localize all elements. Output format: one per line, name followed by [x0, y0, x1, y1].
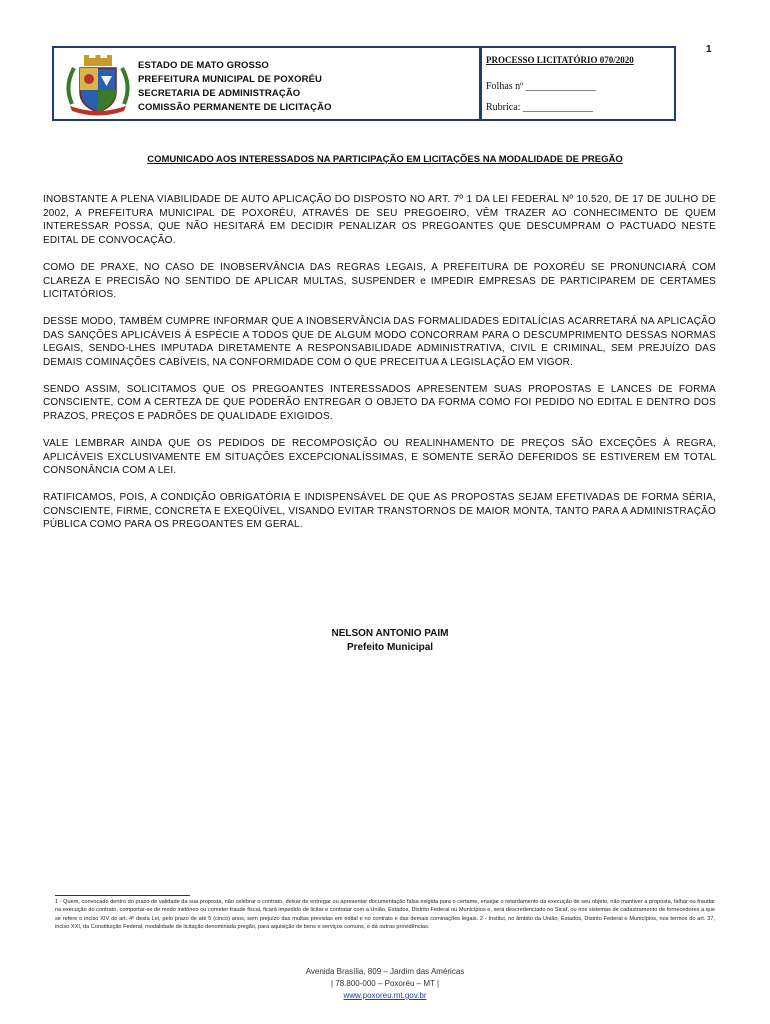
paragraph: DESSE MODO, TAMBÉM CUMPRE INFORMAR QUE A INOBSERVÂNCIA DAS FORMALIDADES EDITALÍCIAS ACARRETARÁ NA APLICAÇÃO DAS SANÇÕES APLICÁVEIS À ESPÉCIE A TODOS QUE DE ALGUM MODO CONCORRAM PARA O DESCUMPRIMENTO DESSAS NORMAS LEGAIS, SENDO-LHES IMPUTADA DIRETAMENTE A RESPONSABILIDADE ADMINISTRATIVA, CIVIL E CRIMINAL, SEM PREJUÍZO DAS DEMAIS COMINAÇÕES CABÍVEIS, NA CONFORMIDADE COM O QUE PRECEITUA A LEGISLAÇÃO EM VIGOR. — [43, 315, 716, 369]
document-title: COMUNICADO AOS INTERESSADOS NA PARTICIPAÇÃO EM LICITAÇÕES NA MODALIDADE DE PREGÃO — [147, 154, 623, 165]
paragraph: COMO DE PRAXE, NO CASO DE INOBSERVÂNCIA DAS REGRAS LEGAIS, A PREFEITURA DE POXORÉU SE PRONUNCIARÁ COM CLAREZA E PRECISÃO NO SENTIDO DE APLICAR MULTAS, SUSPENDER e IMPEDIR EMPRESAS DE PARTICIPAREM DE CERTAMES LICITATÓRIOS. — [43, 261, 716, 301]
header-line-commission: COMISSÃO PERMANENTE DE LICITAÇÃO — [138, 102, 332, 113]
header-process-panel — [484, 48, 674, 119]
header-line-state: ESTADO DE MATO GROSSO — [138, 60, 269, 71]
paragraph: INOBSTANTE A PLENA VIABILIDADE DE AUTO APLICAÇÃO DO DISPOSTO NO ART. 7º 1 DA LEI FEDERAL Nº 10.520, DE 17 DE JULHO DE 2002, A PREFEITURA MUNICIPAL DE POXORÉU, ATRAVÉS DE SEU PREGOEIRO, VÊM TRAZER AO CONHECIMENTO DE QUEM INTERESSAR POSSA, QUE NÃO HESITARÁ EM DECIDIR PENALIZAR OS PREGOANTES QUE DESCUMPRAM O PACTUADO NESTE EDITAL DE CONVOCAÇÃO. — [43, 194, 716, 247]
header-line-prefecture: PREFEITURA MUNICIPAL DE POXORÉU — [138, 74, 322, 85]
address-line-1: Avenida Brasília, 809 – Jardim das Américas — [305, 967, 465, 976]
municipal-coat-of-arms-icon — [62, 54, 134, 116]
header-institution-lines — [138, 59, 332, 115]
signature-block — [0, 627, 770, 655]
paragraph: VALE LEMBRAR AINDA QUE OS PEDIDOS DE RECOMPOSIÇÃO OU REALINHAMENTO DE PREÇOS SÃO EXCEÇÕES À REGRA, APLICÁVEIS EXCLUSIVAMENTE EM SITUAÇÕES EXCEPCIONALÍSSIMAS, E SOMENTE SERÃO DEFERIDOS SE ESTIVEREM EM TOTAL CONSONÂNCIA COM A LEI. — [43, 437, 716, 477]
signatory-role: Prefeito Municipal — [346, 642, 434, 653]
process-title: PROCESSO LICITATÓRIO 070/2020 — [486, 55, 634, 65]
footnote: 1 - Quem, convocado dentro do prazo de validade da sua proposta, não celebrar o contrato, deixar de entregar ou apresentar documentação falsa exigida para o certame, ensejar o retardamento da execução de seu objeto, não mantiver a proposta, falhar ou fraudar na execução do contrato, comportar-se de modo inidôneo ou cometer fraude fiscal, ficará impedido de licitar e contratar com a União, Estados, Distrito Federal ou Municípios e, será descredenciado no Sicaf, ou nos sistemas de cadastramento de fornecedores a que se refere o inciso XIV do art. 4º desta Lei, pelo prazo de até 5 (cinco) anos, sem prejuízo das multas previstas em edital e no contrato e das demais cominações legais. 2 - Institui, no âmbito da União, Estados, Distrito Federal e Municípios, nos termos do art. 37, inciso XXI, da Constituição Federal, modalidade de licitação denominada pregão, para aquisição de bens e serviços comuns, e dá outras providências. — [55, 899, 715, 930]
header-line-secretariat: SECRETARIA DE ADMINISTRAÇÃO — [138, 88, 301, 99]
folhas-field: Folhas nº ______________ — [486, 81, 596, 92]
rubrica-field: Rubrica: ______________ — [486, 102, 593, 113]
paragraph: RATIFICAMOS, POIS, A CONDIÇÃO OBRIGATÓRIA E INDISPENSÁVEL DE QUE AS PROPOSTAS SEJAM EFETIVADAS DE FORMA SÉRIA, CONSCIENTE, FIRME, CONCRETA E EXEQÜÍVEL, VISANDO EVITAR TRANSTORNOS DE MAIOR MONTA, TANTO PARA A ADMINISTRAÇÃO PÚBLICA COMO PARA OS PREGOANTES EM GERAL. — [43, 491, 716, 531]
address-line-2: | 78.800-000 – Poxoréu – MT | — [330, 979, 440, 988]
header-left-panel — [54, 48, 482, 119]
footnote-divider — [55, 895, 190, 896]
signatory-name: NELSON ANTONIO PAIM — [331, 628, 449, 639]
footer-address — [0, 966, 770, 1002]
page-number: 1 — [706, 44, 712, 55]
document-header — [52, 46, 676, 121]
document-body — [43, 193, 716, 545]
paragraph: SENDO ASSIM, SOLICITAMOS QUE OS PREGOANTES INTERESSADOS APRESENTEM SUAS PROPOSTAS E LANCES DE FORMA CONSCIENTE, COM A CERTEZA DE QUE PODERÃO ENTREGAR O OBJETO DA FORMA COMO FOI PEDIDO NO EDITAL E DENTRO DOS PRAZOS, PREÇOS E PADRÕES DE QUALIDADE EXIGIDOS. — [43, 383, 716, 423]
website-link[interactable]: www.poxoreu.mt.gov.br — [343, 991, 427, 1000]
